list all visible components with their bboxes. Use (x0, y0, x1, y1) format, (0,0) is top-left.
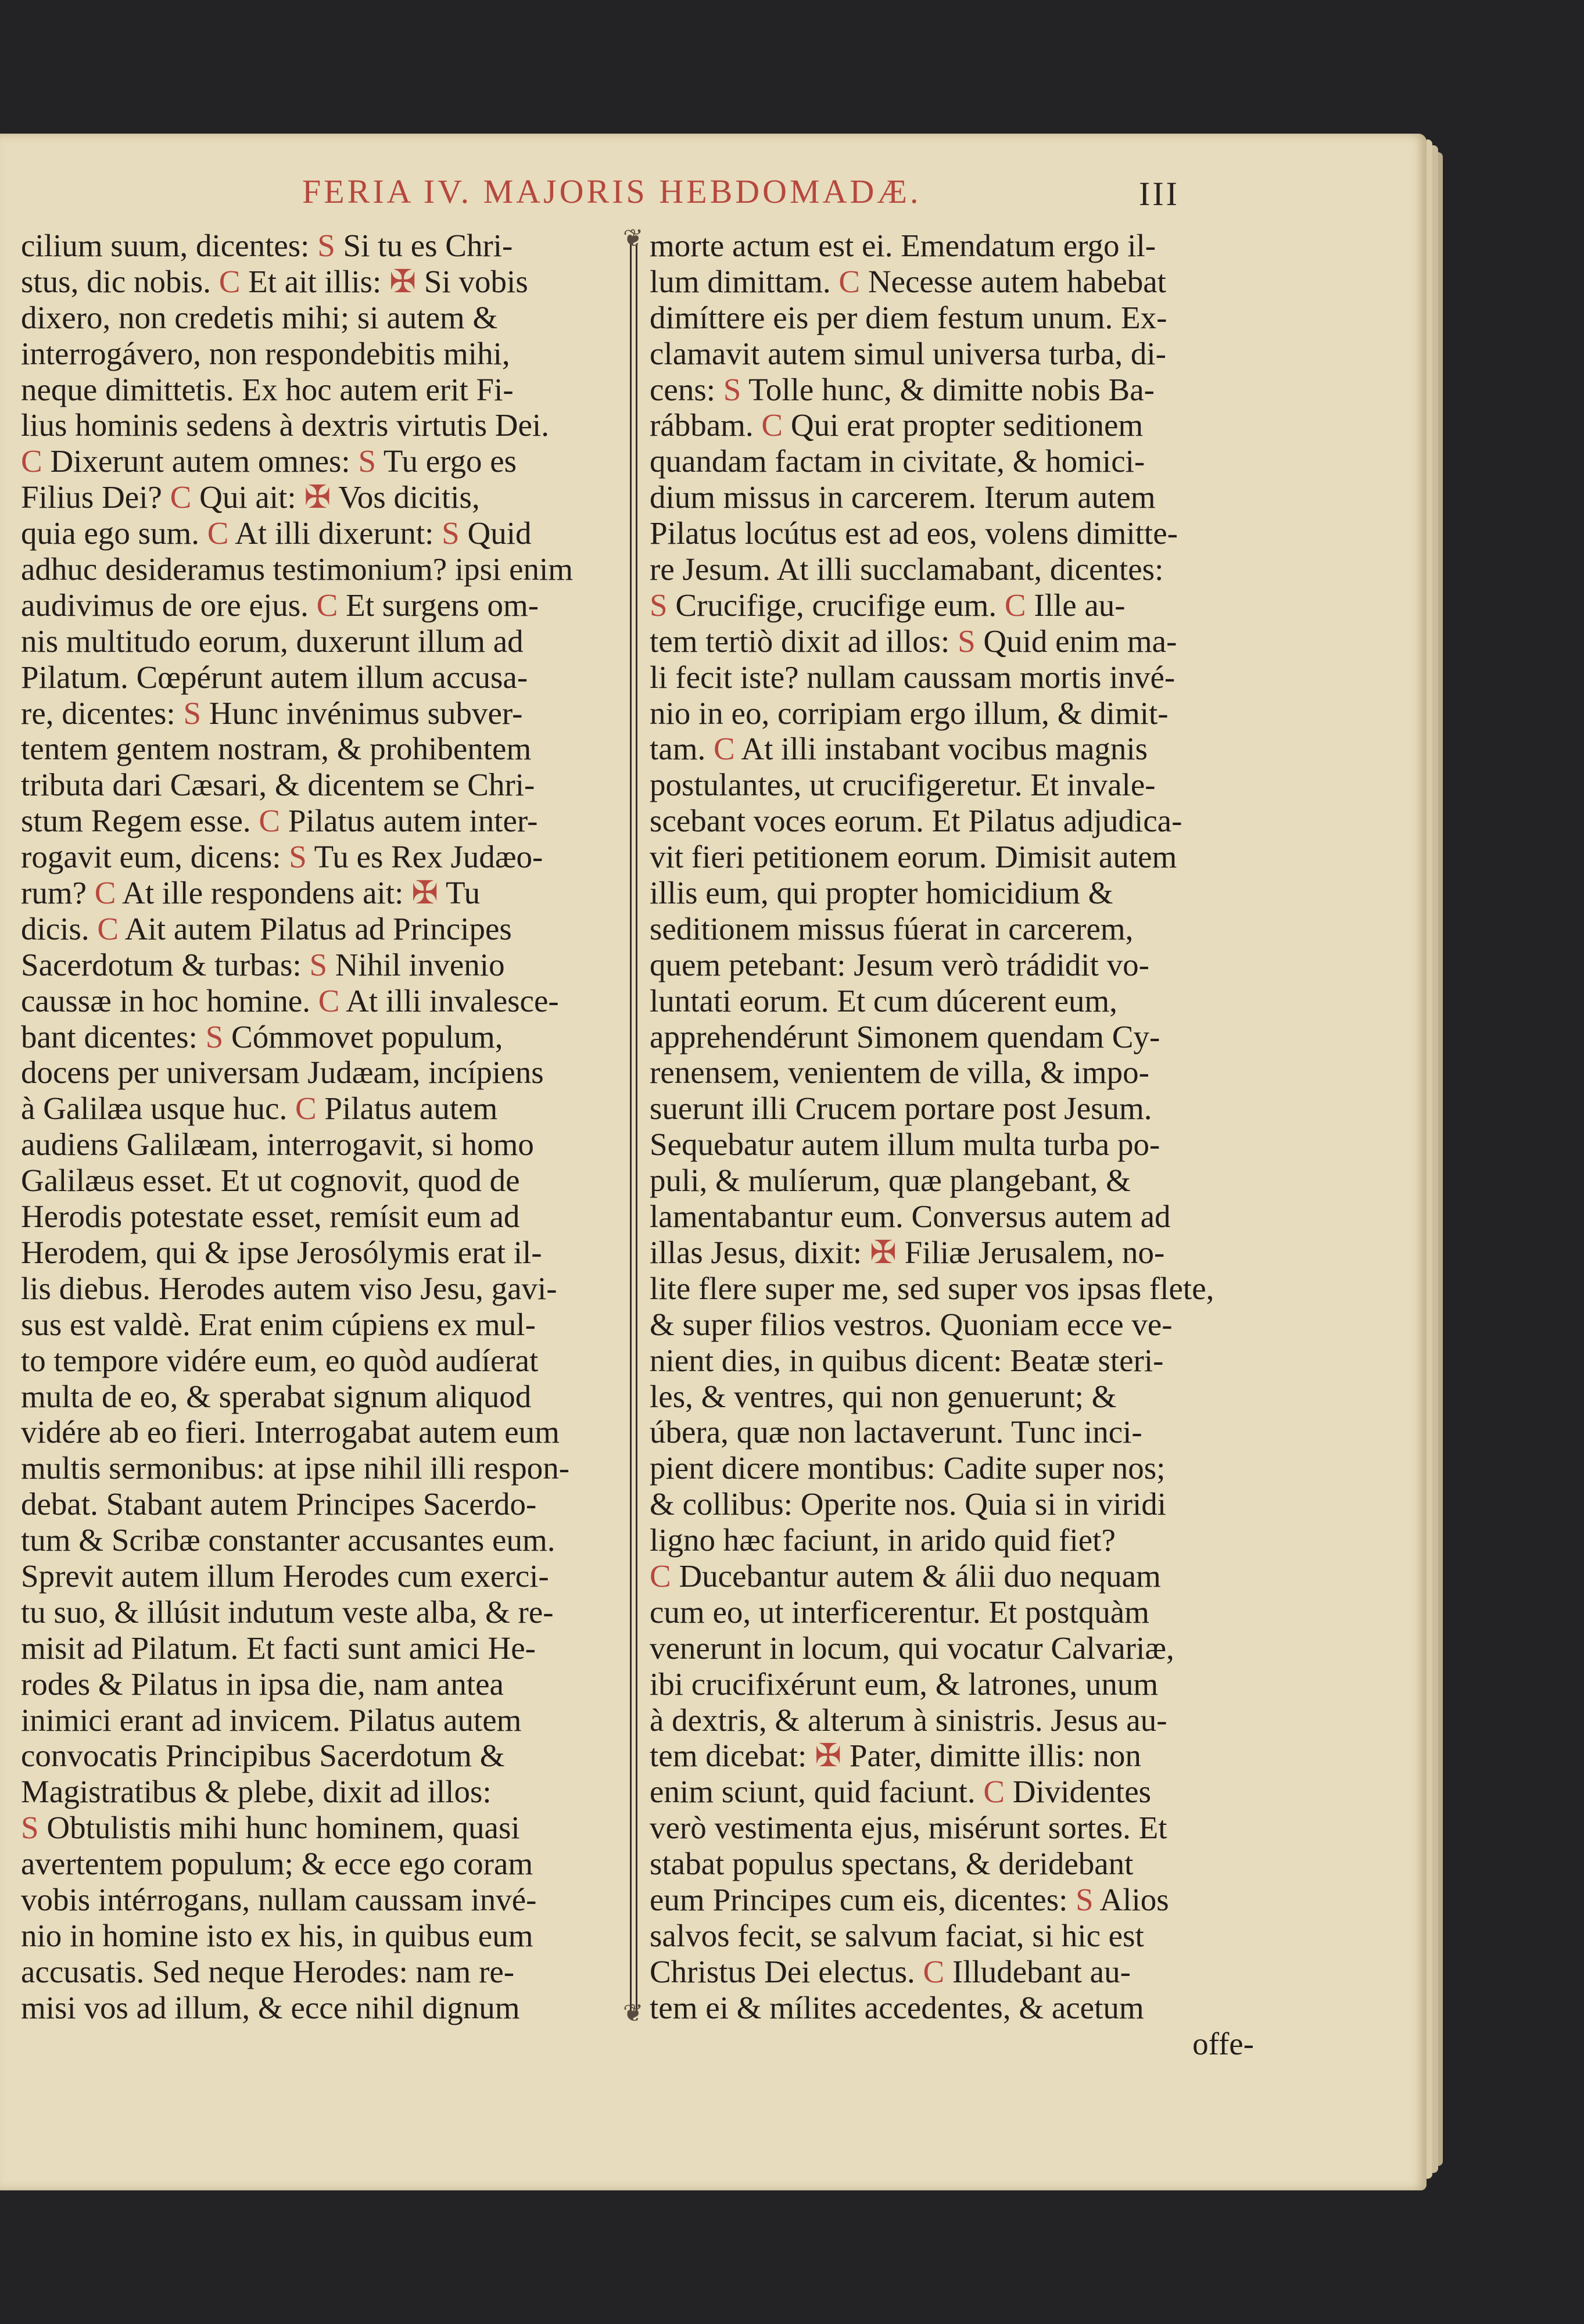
rubric-mark: C (218, 263, 241, 299)
text-line: salvos fecit, se salvum faciat, si hic est (650, 1917, 1144, 1953)
text-line: dimíttere eis per diem festum unum. Ex- (650, 299, 1167, 335)
text-line: cens: S Tolle hunc, & dimitte nobis Ba- (650, 371, 1155, 407)
rubric-mark: C (318, 982, 340, 1018)
text-line: caussæ in hoc homine. C At illi invalesce- (21, 982, 559, 1018)
text-line: tum & Scribæ constanter accusantes eum. (21, 1522, 556, 1558)
text-line: bant dicentes: S Cómmovet populum, (21, 1018, 503, 1055)
text-line: accusatis. Sed neque Herodes: nam re- (21, 1953, 515, 1989)
text-line: eum Principes cum eis, dicentes: S Alios (650, 1881, 1169, 1917)
text-line: illis eum, qui propter homicidium & (650, 875, 1113, 911)
text-line: misit ad Pilatum. Et facti sunt amici He- (21, 1630, 536, 1666)
text-line: dium missus in carcerem. Iterum autem (650, 479, 1156, 515)
text-line: à dextris, & alterum à sinistris. Jesus au- (650, 1702, 1167, 1738)
text-line: tributa dari Cæsari, & dicentem se Chri- (21, 767, 535, 803)
text-line: S Crucifige, crucifige eum. C Ille au- (650, 587, 1126, 623)
page-edge (1427, 139, 1432, 2179)
text-line: vit fieri petitionem eorum. Dimisit autem (650, 839, 1177, 875)
rubric-mark: S (317, 228, 335, 263)
rubric-mark: C (259, 803, 281, 839)
text-line: apprehendérunt Simonem quendam Cy- (650, 1018, 1160, 1055)
text-line: lum dimittam. C Necesse autem habebat (650, 263, 1166, 299)
text-line: illas Jesus, dixit: ✠ Filiæ Jerusalem, no- (650, 1234, 1165, 1270)
rubric-mark: C (21, 443, 42, 479)
rubric-mark: S (21, 1810, 39, 1846)
rubric-mark: S (958, 623, 976, 659)
text-line: venerunt in locum, qui vocatur Calvariæ, (650, 1630, 1174, 1666)
text-line: quandam factam in civitate, & homici- (650, 443, 1145, 479)
text-line: cilium suum, dicentes: S Si tu es Chri- (21, 228, 513, 263)
rubric-mark: C (316, 587, 338, 623)
text-line: Herodem, qui & ipse Jerosólymis erat il- (21, 1234, 542, 1270)
text-line: stum Regem esse. C Pilatus autem inter- (21, 803, 538, 839)
rubric-mark: C (761, 407, 783, 443)
text-line: postulantes, ut crucifigeretur. Et invale- (650, 767, 1156, 803)
rubric-mark: S (358, 443, 377, 479)
text-line: enim sciunt, quid faciunt. C Dividentes (650, 1774, 1152, 1810)
ornament-icon: ❦ (623, 225, 644, 252)
text-line: Magistratibus & plebe, dixit ad illos: (21, 1774, 492, 1810)
rubric-mark: S (723, 371, 741, 407)
page-edge (1432, 145, 1438, 2173)
text-line: C Ducebantur autem & álii duo nequam (650, 1558, 1161, 1594)
text-line: rábbam. C Qui erat propter seditionem (650, 407, 1144, 443)
text-line: tem ei & mílites accedentes, & acetum (650, 1989, 1144, 2025)
text-line: tem dicebat: ✠ Pater, dimitte illis: non (650, 1738, 1141, 1774)
text-line: lamentabantur eum. Conversus autem ad (650, 1199, 1171, 1235)
text-line: audivimus de ore ejus. C Et surgens om- (21, 587, 539, 623)
text-line: quia ego sum. C At illi dixerunt: S Quid (21, 515, 532, 551)
rubric-mark: C (170, 479, 192, 515)
text-line: à Galilæa usque huc. C Pilatus autem (21, 1091, 498, 1127)
text-line: lius hominis sedens à dextris virtutis Dei. (21, 407, 549, 443)
right-column (650, 228, 1254, 2061)
page-number: III (1139, 175, 1180, 213)
cross-icon: ✠ (869, 1234, 897, 1270)
text-line: vidére ab eo fieri. Interrogabat autem eum (21, 1414, 560, 1450)
text-line: nio in homine isto ex his, in quibus eum (21, 1917, 533, 1953)
text-line: luntati eorum. Et cum dúcerent eum, (650, 982, 1117, 1018)
column-rule (636, 244, 637, 2013)
cross-icon: ✠ (389, 263, 417, 299)
rubric-mark: C (923, 1953, 945, 1989)
text-line: nient dies, in quibus dicent: Beatæ steri- (650, 1342, 1164, 1378)
text-line: seditionem missus fúerat in carcerem, (650, 910, 1134, 946)
text-line: tu suo, & illúsit indutum veste alba, & re- (21, 1594, 554, 1630)
text-line: scebant voces eorum. Et Pilatus adjudica- (650, 803, 1182, 839)
text-line: avertentem populum; & ecce ego coram (21, 1846, 533, 1882)
text-line: puli, & mulíerum, quæ plangebant, & (650, 1163, 1131, 1199)
cross-icon: ✠ (411, 875, 439, 911)
text-line: cum eo, ut interficerentur. Et postquàm (650, 1594, 1149, 1630)
rubric-mark: S (442, 515, 460, 551)
text-line: nio in eo, corripiam ergo illum, & dimit- (650, 695, 1169, 731)
text-line: suerunt illi Crucem portare post Jesum. (650, 1091, 1152, 1127)
text-line: stabat populus spectans, & deridebant (650, 1846, 1134, 1882)
text-line: vobis intérrogans, nullam caussam invé- (21, 1881, 537, 1917)
text-line: re Jesum. At illi succlamabant, dicentes: (650, 551, 1164, 587)
text-line: audiens Galilæam, interrogavit, si homo (21, 1127, 534, 1163)
text-line: Christus Dei electus. C Illudebant au- (650, 1953, 1131, 1989)
text-line: Sprevit autem illum Herodes cum exerci- (21, 1558, 549, 1594)
rubric-mark: C (838, 263, 861, 299)
text-line: multis sermonibus: at ipse nihil illi respon- (21, 1450, 570, 1486)
rubric-mark: C (650, 1558, 671, 1594)
rubric-mark: C (207, 515, 229, 551)
rubric-mark: S (289, 839, 307, 875)
text-line: rum? C At ille respondens ait: ✠ Tu (21, 875, 481, 911)
cross-icon: ✠ (304, 479, 331, 515)
left-column (21, 228, 614, 2026)
text-line: debat. Stabant autem Principes Sacerdo- (21, 1486, 537, 1522)
text-line: úbera, quæ non lactaverunt. Tunc inci- (650, 1414, 1142, 1450)
text-line: neque dimittetis. Ex hoc autem erit Fi- (21, 371, 514, 407)
text-line: renensem, venientem de villa, & impo- (650, 1055, 1149, 1091)
text-line: & collibus: Operite nos. Quia si in viridi (650, 1486, 1167, 1522)
rubric-mark: S (650, 587, 668, 623)
text-line: inimici erant ad invicem. Pilatus autem (21, 1702, 522, 1738)
rubric-mark: S (309, 946, 328, 982)
rubric-mark: S (1076, 1881, 1094, 1917)
text-line: li fecit iste? nullam caussam mortis invé- (650, 659, 1176, 695)
text-line: ibi crucifixérunt eum, & latrones, unum (650, 1666, 1159, 1702)
rubric-mark: C (713, 731, 735, 767)
text-line: multa de eo, & sperabat signum aliquod (21, 1378, 532, 1414)
text-line: C Dixerunt autem omnes: S Tu ergo es (21, 443, 517, 479)
running-head: FERIA IV. MAJORIS HEBDOMADÆ. (302, 173, 922, 210)
text-line: to tempore vidére eum, eo quòd audíerat (21, 1342, 539, 1378)
text-line: sus est valdè. Erat enim cúpiens ex mul- (21, 1306, 536, 1342)
text-line: Pilatum. Cœpérunt autem illum accusa- (21, 659, 528, 695)
text-line: Sacerdotum & turbas: S Nihil invenio (21, 946, 505, 982)
rubric-mark: C (295, 1091, 317, 1127)
text-line: morte actum est ei. Emendatum ergo il- (650, 228, 1156, 263)
text-line: & super filios vestros. Quoniam ecce ve- (650, 1306, 1173, 1342)
cross-icon: ✠ (815, 1738, 842, 1774)
text-line: tem tertiò dixit ad illos: S Quid enim ma- (650, 623, 1177, 659)
text-line: dicis. C Ait autem Pilatus ad Principes (21, 910, 512, 946)
text-line: convocatis Principibus Sacerdotum & (21, 1738, 505, 1774)
text-line: S Obtulistis mihi hunc hominem, quasi (21, 1810, 520, 1846)
text-line: lite flere super me, sed super vos ipsas flete, (650, 1270, 1214, 1306)
column-rule (630, 244, 632, 2013)
text-line: verò vestimenta ejus, misérunt sortes. Et (650, 1810, 1167, 1846)
text-line: nis multitudo eorum, duxerunt illum ad (21, 623, 524, 659)
text-line: interrogávero, non respondebitis mihi, (21, 335, 510, 371)
catchword: offe- (1192, 2025, 1254, 2061)
text-line: misi vos ad illum, & ecce nihil dignum (21, 1989, 520, 2025)
text-line: stus, dic nobis. C Et ait illis: ✠ Si vobis (21, 263, 528, 299)
page-edge (1438, 152, 1443, 2166)
rubric-mark: C (94, 875, 116, 911)
text-line: clamavit autem simul universa turba, di- (650, 335, 1166, 371)
rubric-mark: S (205, 1018, 224, 1055)
text-line: docens per universam Judæam, incípiens (21, 1055, 544, 1091)
rubric-mark: S (183, 695, 202, 731)
text-line: Herodis potestate esset, remísit eum ad (21, 1199, 520, 1235)
text-line: re, dicentes: S Hunc invénimus subver- (21, 695, 523, 731)
text-line: Filius Dei? C Qui ait: ✠ Vos dicitis, (21, 479, 480, 515)
text-line: Pilatus locútus est ad eos, volens dimitte- (650, 515, 1178, 551)
text-line: Galilæus esset. Et ut cognovit, quod de (21, 1163, 520, 1199)
text-line: dixero, non credetis mihi; si autem & (21, 299, 498, 335)
ornament-icon: ❦ (623, 2000, 644, 2027)
rubric-mark: C (983, 1774, 1005, 1810)
rubric-mark: C (1004, 587, 1026, 623)
text-line: adhuc desideramus testimonium? ipsi enim (21, 551, 574, 587)
text-line: tentem gentem nostram, & prohibentem (21, 731, 532, 767)
text-line: pient dicere montibus: Cadite super nos; (650, 1450, 1166, 1486)
text-line: lis diebus. Herodes autem viso Jesu, gavi- (21, 1270, 557, 1306)
rubric-mark: C (97, 910, 119, 946)
text-line: rodes & Pilatus in ipsa die, nam antea (21, 1666, 504, 1702)
text-line: ligno hæc faciunt, in arido quid fiet? (650, 1522, 1116, 1558)
text-line: Sequebatur autem illum multa turba po- (650, 1127, 1160, 1163)
text-line: rogavit eum, dicens: S Tu es Rex Judæo- (21, 839, 543, 875)
text-line: quem petebant: Jesum verò trádidit vo- (650, 946, 1149, 982)
text-line: les, & ventres, qui non genuerunt; & (650, 1378, 1117, 1414)
text-line: tam. C At illi instabant vocibus magnis (650, 731, 1148, 767)
